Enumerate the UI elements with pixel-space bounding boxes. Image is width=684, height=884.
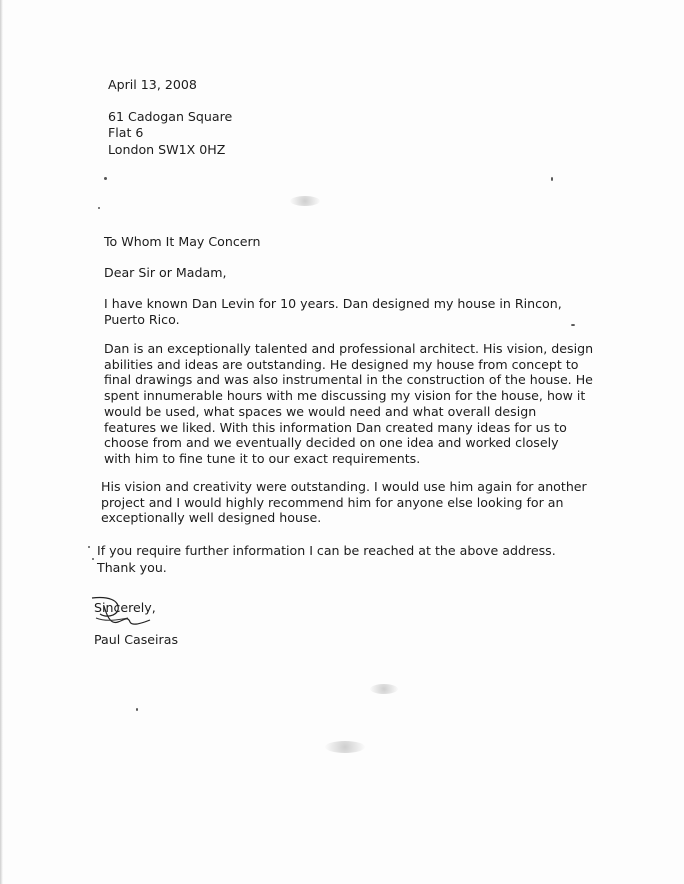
scan-smudge [290, 196, 320, 206]
paragraph-line: project and I would highly recommend him for anyone else looking for an [101, 494, 564, 510]
paragraph-4 [97, 543, 597, 576]
paragraph-3 [101, 479, 601, 526]
letter-date: April 13, 2008 [108, 77, 197, 92]
scan-speck [104, 177, 107, 180]
scan-smudge [325, 741, 365, 753]
paragraph-line: choose from and we eventually decided on one idea and worked closely [104, 435, 559, 451]
scan-speck [88, 546, 90, 548]
paragraph-line: If you require further information I can be reached at the above address. [97, 543, 556, 558]
address-line: London SW1X 0HZ [108, 141, 226, 157]
paragraph-line: with him to fine tune it to our exact requirements. [104, 450, 421, 466]
scan-speck [551, 177, 553, 181]
paragraph-2 [104, 341, 604, 467]
paragraph-line: would be used, what spaces we would need and what overall design [104, 403, 537, 419]
scan-smudge [370, 684, 398, 694]
sender-address [108, 109, 608, 158]
scan-speck [98, 207, 100, 209]
address-line: 61 Cadogan Square [108, 109, 233, 124]
paragraph-line: His vision and creativity were outstanding. I would use him again for another [101, 479, 587, 494]
paragraph-line: I have known Dan Levin for 10 years. Dan designed my house in Rincon, [104, 296, 562, 311]
paragraph-line: exceptionally well designed house. [101, 510, 322, 526]
scan-speck [136, 708, 138, 711]
paragraph-line: final drawings and was also instrumental in the construction of the house. He [104, 372, 593, 388]
scan-speck [571, 324, 575, 326]
paragraph-line: abilities and ideas are outstanding. He designed my house from concept to [104, 356, 579, 372]
paragraph-line: Dan is an exceptionally talented and professional architect. His vision, design [104, 341, 594, 356]
salutation: Dear Sir or Madam, [104, 265, 227, 280]
signer-name: Paul Caseiras [94, 632, 179, 647]
address-line: Flat 6 [108, 125, 144, 141]
scan-speck [92, 558, 94, 560]
paragraph-line: Puerto Rico. [104, 311, 180, 327]
signature-image [88, 596, 158, 636]
recipient-line: To Whom It May Concern [104, 234, 261, 249]
scan-edge-shadow [0, 0, 3, 884]
paragraph-line: spent innumerable hours with me discussing my vision for the house, how it [104, 388, 586, 404]
paragraph-line: features we liked. With this information Dan created many ideas for us to [104, 419, 567, 435]
paragraph-line: Thank you. [97, 559, 167, 575]
closing: Sincerely, [94, 600, 156, 615]
paragraph-1 [104, 296, 604, 327]
